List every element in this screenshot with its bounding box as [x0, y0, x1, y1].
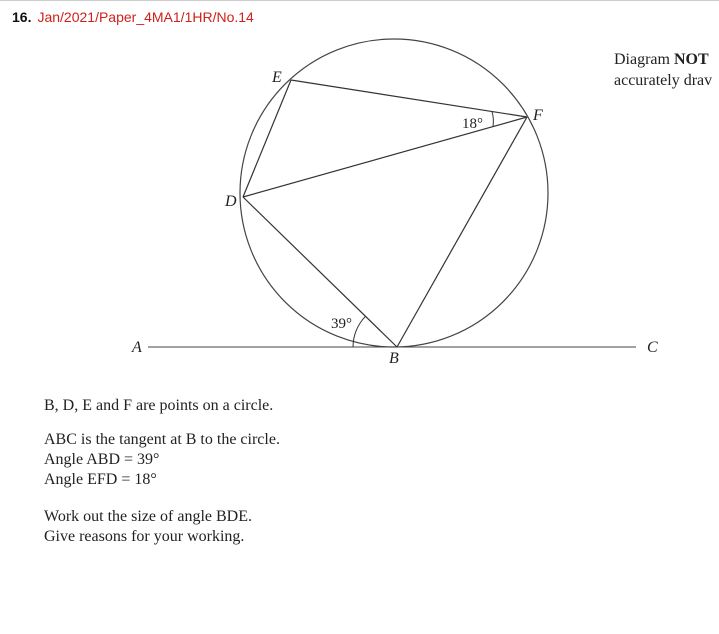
problem-statement-2	[44, 430, 280, 490]
chord-bf	[397, 117, 527, 347]
label-d: D	[225, 193, 237, 210]
angle-arc-efd	[492, 112, 493, 127]
label-a: A	[132, 339, 142, 356]
question-number: 16.	[12, 9, 32, 25]
diagram-note-line1: Diagram NOT	[614, 51, 709, 68]
problem-line-3: Angle ABD = 39°	[44, 451, 160, 468]
angle-label-abd: 39°	[331, 316, 352, 332]
label-b: B	[389, 350, 399, 367]
problem-line-6: Give reasons for your working.	[44, 528, 245, 545]
chord-ef	[291, 80, 527, 117]
problem-line-2: ABC is the tangent at B to the circle.	[44, 431, 280, 448]
problem-line-4: Angle EFD = 18°	[44, 471, 157, 488]
chord-db	[243, 197, 397, 347]
problem-question	[44, 507, 252, 547]
problem-line-1: B, D, E and F are points on a circle.	[44, 397, 274, 414]
problem-line-5: Work out the size of angle BDE.	[44, 508, 252, 525]
question-reference: Jan/2021/Paper_4MA1/1HR/No.14	[37, 9, 254, 25]
chord-df	[243, 117, 527, 197]
label-e: E	[272, 69, 282, 86]
label-c: C	[647, 339, 658, 356]
angle-label-efd: 18°	[462, 116, 483, 132]
circle	[240, 39, 548, 347]
problem-statement-1	[44, 396, 273, 416]
label-f: F	[533, 107, 543, 124]
diagram-note-line2: accurately drav	[614, 72, 713, 89]
